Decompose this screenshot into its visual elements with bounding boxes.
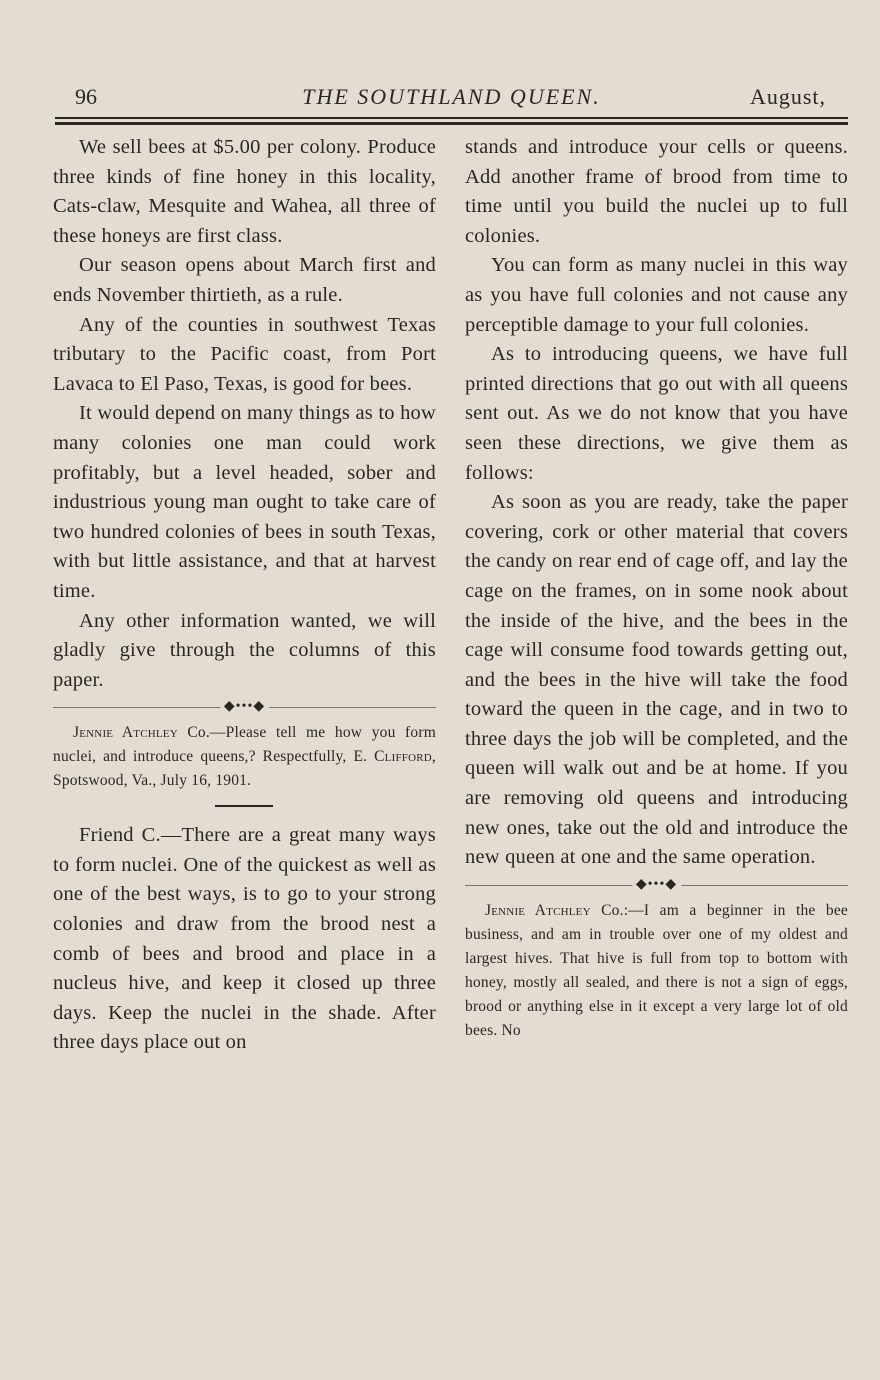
letter-location: , Spotswood, Va., July 16, 1901. <box>53 748 436 790</box>
left-column <box>53 133 436 1058</box>
ornamental-divider <box>53 695 436 721</box>
header-rule-thick <box>55 122 848 125</box>
paragraph: Friend C.—There are a great many ways to form nuclei. One of the quickest as well as one of the best ways, is to go to your strong colonies and draw from the brood nest a comb of bees and brood and place in a nucleus hive, and keep it closed up three days. Keep the nuclei in the shade. After three days place out on <box>53 824 436 1054</box>
ornamental-divider <box>465 873 848 899</box>
paragraph: As soon as you are ready, take the paper covering, cork or other material that covers the candy on rear end of cage off, and lay the cage on the frames, on in some nook about the inside of the hive, and the bees in the cage will consume food towards getting out, and the bees in the hive will take the food toward the queen in the cage, and in two to three days the job will be completed, and the queen will walk out and be at home. If you are removing old queens and introducing new ones, take out the old and introduce the new queen at one and the same operation. <box>465 491 848 869</box>
letter-addressee: Jennie Atchley <box>73 724 178 742</box>
running-title: THE SOUTHLAND QUEEN. <box>302 84 601 109</box>
reader-letter <box>465 899 848 1043</box>
paragraph: Any of the counties in southwest Texas tributary to the Pacific coast, from Port Lavaca to El Paso, Texas, is good for bees. <box>53 313 436 395</box>
right-column <box>465 133 848 1043</box>
paragraph: Any other information wanted, we will gladly give through the columns of this paper. <box>53 609 436 691</box>
page-header <box>55 78 848 118</box>
paragraph: You can form as many nuclei in this way as you have full colonies and not cause any perceptible damage to your full colonies. <box>465 254 848 336</box>
header-rule-thin <box>55 117 848 119</box>
reader-letter <box>53 721 436 793</box>
ornament-icon: ◆•••◆ <box>220 697 269 717</box>
paragraph: As to introducing queens, we have full printed directions that go out with all queens sent out. As we do not know that you have seen these directions, we give them as follows: <box>465 343 848 484</box>
letter-text: Co.:—I am a beginner in the bee business, and am in trouble over one of my oldest and largest hives. That hive is full from top to bottom with honey, mostly all sealed, and there is not a sign of eggs, brood or anything else in it except a very large lot of old bees. No <box>465 901 848 1039</box>
page-number: 96 <box>75 84 97 109</box>
letter-addressee: Jennie Atchley <box>485 901 591 919</box>
paragraph: stands and introduce your cells or queens. Add another frame of brood from time to time until you build the nuclei up to full colonies. <box>465 136 848 247</box>
running-month: August, <box>749 84 826 109</box>
short-divider <box>53 793 436 815</box>
ornament-icon: ◆•••◆ <box>632 875 681 895</box>
paragraph: We sell bees at $5.00 per colony. Produce three kinds of fine honey in this locality, Cats-claw, Mesquite and Wahea, all three of these honeys are first class. <box>53 136 436 247</box>
paragraph: Our season opens about March first and ends November thirtieth, as a rule. <box>53 254 436 306</box>
letter-signature: E. Clifford <box>353 748 432 766</box>
paragraph: It would depend on many things as to how many colonies one man could work profitably, but a level headed, sober and industrious young man ought to take care of two hundred colonies of bees in south Texas, with but little assistance, and that at harvest time. <box>53 402 436 602</box>
letter-text: Co.—Please tell me how you form nuclei, and introduce queens,? Respectfully, <box>53 724 436 766</box>
